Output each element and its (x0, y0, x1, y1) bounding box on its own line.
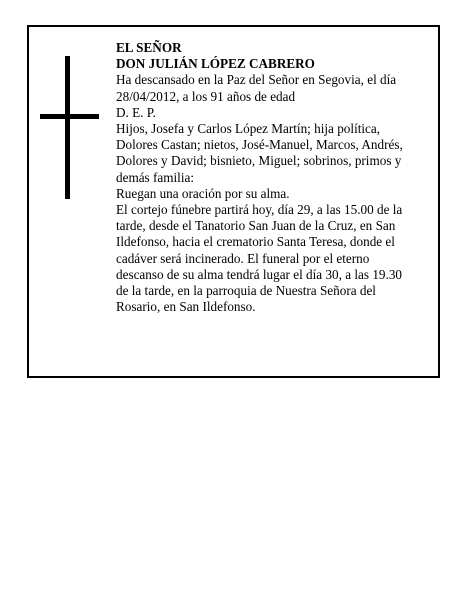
prayer-request: Ruegan una oración por su alma. (116, 185, 290, 201)
deceased-name: DON JULIÁN LÓPEZ CABRERO (116, 56, 315, 72)
family-list: Hijos, Josefa y Carlos López Martín; hija política, Dolores Castan; nietos, José-Manuel, Marcos, Andrés, Dolores y David; bisnieto, Miguel; sobrinos, primos y demás familia: (116, 121, 403, 185)
cross-icon (40, 56, 99, 199)
cross-horizontal-bar (40, 114, 99, 119)
obituary-notice (27, 25, 440, 378)
cross-vertical-bar (65, 56, 70, 199)
funeral-details: El cortejo fúnebre partirá hoy, día 29, a las 15.00 de la tarde, desde el Tanatorio San Juan de la Cruz, en San Ildefonso, hacia el crematorio Santa Teresa, donde el cadáver será incinerado. El funeral por el eterno descanso de su alma tendrá lugar el día 30, a las 19.30 de la tarde, en la parroquia de Nuestra Señora del Rosario, en San Ildefonso. (116, 202, 403, 315)
notice-text-block (116, 40, 416, 315)
death-announcement: Ha descansado en la Paz del Señor en Segovia, el día 28/04/2012, a los 91 años de edad (116, 72, 397, 104)
rip-line: D. E. P. (116, 104, 156, 120)
notice-heading: EL SEÑOR (116, 40, 182, 55)
